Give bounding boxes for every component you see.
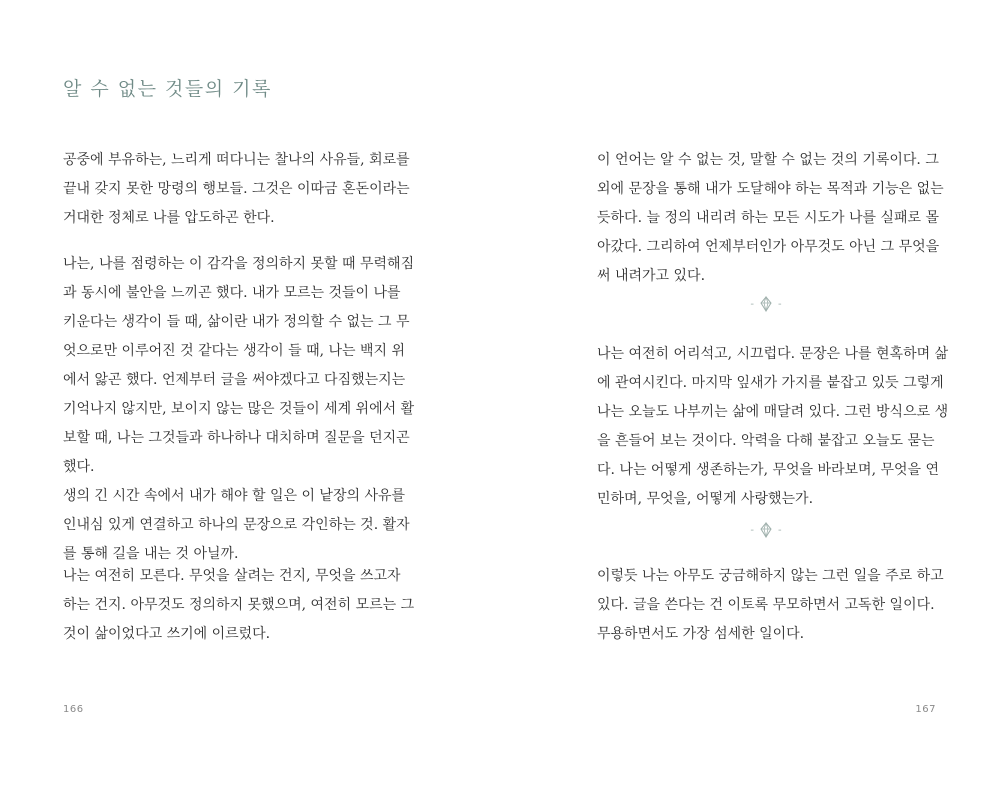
text-line: 듯하다. 늘 정의 내리려 하는 모든 시도가 나를 실패로 몰 bbox=[597, 210, 940, 226]
text-line: 생의 긴 시간 속에서 내가 해야 할 일은 이 낱장의 사유를 bbox=[63, 488, 406, 504]
text-line: 기억나지 않지만, 보이지 않는 많은 것들이 세계 위에서 활 bbox=[63, 401, 415, 417]
page-number: 166 bbox=[63, 704, 84, 715]
text-line: 보할 때, 나는 그것들과 하나하나 대치하며 질문을 던지곤 bbox=[63, 430, 410, 446]
text-line: 과 동시에 불안을 느끼곤 했다. 내가 모르는 것들이 나를 bbox=[63, 285, 401, 301]
divider-dash: - bbox=[750, 524, 754, 536]
text-line: 나는 여전히 모른다. 무엇을 살려는 건지, 무엇을 쓰고자 bbox=[63, 568, 401, 584]
text-line: 나는, 나를 점령하는 이 감각을 정의하지 못할 때 무력해짐 bbox=[63, 256, 415, 272]
text-line: 것이 삶이었다고 쓰기에 이르렀다. bbox=[63, 626, 271, 642]
right-paragraph-3 bbox=[597, 562, 942, 649]
text-line: 다. 나는 어떻게 생존하는가, 무엇을 바라보며, 무엇을 연 bbox=[597, 462, 940, 478]
text-line: 써 내려가고 있다. bbox=[597, 268, 706, 284]
right-page bbox=[500, 0, 1000, 785]
left-paragraph-2 bbox=[63, 250, 423, 569]
text-line: 을 흔들어 보는 것이다. 악력을 다해 붙잡고 오늘도 묻는 bbox=[597, 433, 935, 449]
text-line: 민하며, 무엇을, 어떻게 사랑했는가. bbox=[597, 491, 814, 507]
text-line: 끝내 갖지 못한 망령의 행보들. 그것은 이따금 혼돈이라는 bbox=[63, 181, 410, 197]
divider-dash: - bbox=[778, 524, 782, 536]
text-line: 에서 앓곤 했다. 언제부터 글을 써야겠다고 다짐했는지는 bbox=[63, 372, 406, 388]
text-line: 하는 건지. 아무것도 정의하지 못했으며, 여전히 모르는 그 bbox=[63, 597, 415, 613]
text-line: 했다. bbox=[63, 459, 95, 475]
text-line: 를 통해 길을 내는 것 아닐까. bbox=[63, 546, 239, 562]
text-line: 엇으로만 이루어진 것 같다는 생각이 들 때, 나는 백지 위 bbox=[63, 343, 406, 359]
section-divider bbox=[731, 521, 801, 539]
left-paragraph-3 bbox=[63, 562, 423, 649]
text-line: 이렇듯 나는 아무도 궁금해하지 않는 그런 일을 주로 하고 bbox=[597, 568, 944, 584]
text-line: 있다. 글을 쓴다는 건 이토록 무모하면서 고독한 일이다. bbox=[597, 597, 935, 613]
text-line: 공중에 부유하는, 느리게 떠다니는 찰나의 사유들, 회로를 bbox=[63, 152, 410, 168]
text-line: 외에 문장을 통해 내가 도달해야 하는 목적과 기능은 없는 bbox=[597, 181, 944, 197]
chapter-title: 알 수 없는 것들의 기록 bbox=[63, 78, 272, 100]
text-line: 나는 여전히 어리석고, 시끄럽다. 문장은 나를 현혹하며 삶 bbox=[597, 346, 949, 362]
text-line: 나는 오늘도 나부끼는 삶에 매달려 있다. 그런 방식으로 생 bbox=[597, 404, 949, 420]
text-line: 키운다는 생각이 들 때, 삶이란 내가 정의할 수 없는 그 무 bbox=[63, 314, 410, 330]
divider-dash: - bbox=[750, 298, 754, 310]
left-paragraph-1 bbox=[63, 146, 423, 233]
crystal-icon bbox=[760, 296, 772, 312]
text-line: 거대한 정체로 나를 압도하곤 한다. bbox=[63, 210, 275, 226]
section-divider bbox=[731, 295, 801, 313]
text-line: 인내심 있게 연결하고 하나의 문장으로 각인하는 것. 활자 bbox=[63, 517, 410, 533]
text-line: 아갔다. 그리하여 언제부터인가 아무것도 아닌 그 무엇을 bbox=[597, 239, 940, 255]
text-line: 에 관여시킨다. 마지막 잎새가 가지를 붙잡고 있듯 그렇게 bbox=[597, 375, 944, 391]
text-line: 이 언어는 알 수 없는 것, 말할 수 없는 것의 기록이다. 그 bbox=[597, 152, 939, 168]
right-paragraph-1 bbox=[597, 146, 942, 291]
page-number: 167 bbox=[915, 704, 936, 715]
divider-dash: - bbox=[778, 298, 782, 310]
crystal-icon bbox=[760, 522, 772, 538]
right-paragraph-2 bbox=[597, 340, 949, 514]
text-line: 무용하면서도 가장 섬세한 일이다. bbox=[597, 626, 805, 642]
